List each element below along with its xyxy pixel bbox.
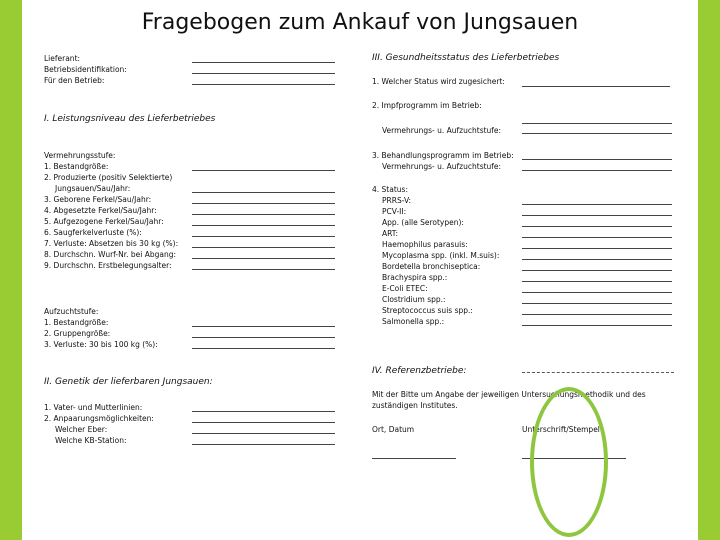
status-field-7[interactable] xyxy=(522,270,672,271)
left-accent-bar xyxy=(0,0,22,540)
vermehrung-field-3[interactable] xyxy=(192,203,335,204)
behandlung-field-1[interactable] xyxy=(522,159,672,160)
reference-field[interactable] xyxy=(522,372,674,373)
vermehrung-item-6: 6. Saugferkelverluste (%): xyxy=(44,228,142,237)
vermehrung-item-7: 7. Verluste: Absetzen bis 30 kg (%): xyxy=(44,239,179,248)
questionnaire-page xyxy=(22,0,698,540)
vermehrung-field-7[interactable] xyxy=(192,247,335,248)
farm-id-field[interactable] xyxy=(192,73,335,74)
date-label: Ort, Datum xyxy=(372,425,415,434)
genetik-field-3[interactable] xyxy=(192,433,335,434)
status-item-10: Clostridium spp.: xyxy=(382,295,446,304)
impf-question: 2. Impfprogramm im Betrieb: xyxy=(372,101,482,110)
impf-field-2[interactable] xyxy=(522,133,672,134)
vermehrung-field-6[interactable] xyxy=(192,236,335,237)
status-list-title: 4. Status: xyxy=(372,185,408,194)
page-title: Fragebogen zum Ankauf von Jungsauen xyxy=(141,10,579,35)
vermehrung-field-1[interactable] xyxy=(192,170,335,171)
status-item-6: Mycoplasma spp. (inkl. M.suis): xyxy=(382,251,500,260)
status-item-5: Haemophilus parasuis: xyxy=(382,240,468,249)
status-field-12[interactable] xyxy=(522,325,672,326)
aufzucht-item-3: 3. Verluste: 30 bis 100 kg (%): xyxy=(44,340,158,349)
aufzucht-item-2: 2. Gruppengröße: xyxy=(44,329,111,338)
vermehrung-item-5: 5. Aufgezogene Ferkel/Sau/Jahr: xyxy=(44,217,164,226)
status-question: 1. Welcher Status wird zugesichert: xyxy=(372,77,505,86)
status-field-8[interactable] xyxy=(522,281,672,282)
status-field-1[interactable] xyxy=(522,204,672,205)
impf-field-1[interactable] xyxy=(522,123,672,124)
impf-sub-label: Vermehrungs- u. Aufzuchtstufe: xyxy=(382,126,502,135)
date-field[interactable] xyxy=(372,458,456,459)
status-item-9: E-Coli ETEC: xyxy=(382,284,428,293)
status-field-6[interactable] xyxy=(522,259,672,260)
status-item-2: PCV-II: xyxy=(382,207,407,216)
aufzucht-field-2[interactable] xyxy=(192,337,335,338)
vermehrung-field-4[interactable] xyxy=(192,214,335,215)
vermehrung-field-5[interactable] xyxy=(192,225,335,226)
status-item-7: Bordetella bronchiseptica: xyxy=(382,262,481,271)
aufzucht-field-3[interactable] xyxy=(192,348,335,349)
aufzucht-item-1: 1. Bestandgröße: xyxy=(44,318,109,327)
status-item-4: ART: xyxy=(382,229,399,238)
aufzucht-field-1[interactable] xyxy=(192,326,335,327)
right-accent-bar xyxy=(698,0,720,540)
status-item-1: PRRS-V: xyxy=(382,196,412,205)
section-1-heading: I. Leistungsniveau des Lieferbetriebes xyxy=(44,114,216,124)
vermehrung-title: Vermehrungsstufe: xyxy=(44,151,116,160)
status-field-11[interactable] xyxy=(522,314,672,315)
vermehrung-item-2b: Jungsauen/Sau/Jahr: xyxy=(55,184,131,193)
behandlung-field-2[interactable] xyxy=(522,170,672,171)
status-item-11: Streptococcus suis spp.: xyxy=(382,306,473,315)
supplier-label: Lieferant: xyxy=(44,54,81,63)
vermehrung-item-1: 1. Bestandgröße: xyxy=(44,162,109,171)
vermehrung-item-9: 9. Durchschn. Erstbelegungsalter: xyxy=(44,261,172,270)
genetik-field-2[interactable] xyxy=(192,422,335,423)
section-3-heading: III. Gesundheitsstatus des Lieferbetriebes xyxy=(372,53,560,63)
behandlung-question: 3. Behandlungsprogramm im Betrieb: xyxy=(372,151,514,160)
genetik-item-4: Welche KB-Station: xyxy=(55,436,127,445)
section-2-heading: II. Genetik der lieferbaren Jungsauen: xyxy=(44,377,213,387)
genetik-item-2: 2. Anpaarungsmöglichkeiten: xyxy=(44,414,154,423)
status-field-4[interactable] xyxy=(522,237,672,238)
for-farm-label: Für den Betrieb: xyxy=(44,76,105,85)
farm-id-label: Betriebsidentifikation: xyxy=(44,65,127,74)
section-4-heading: IV. Referenzbetriebe: xyxy=(372,366,467,376)
vermehrung-item-4: 4. Abgesetzte Ferkel/Sau/Jahr: xyxy=(44,206,157,215)
status-field-3[interactable] xyxy=(522,226,672,227)
behandlung-sub-label: Vermehrungs- u. Aufzuchtstufe: xyxy=(382,162,502,171)
reference-note-line1: Mit der Bitte um Angabe der jeweiligen Untersuchungsmethodik und des xyxy=(372,390,646,399)
vermehrung-item-8: 8. Durchschn. Wurf-Nr. bei Abgang: xyxy=(44,250,176,259)
signature-label: Unterschrift/Stempel xyxy=(522,425,600,434)
status-field-9[interactable] xyxy=(522,292,672,293)
status-field[interactable] xyxy=(522,86,670,87)
status-field-5[interactable] xyxy=(522,248,672,249)
status-item-12: Salmonella spp.: xyxy=(382,317,445,326)
genetik-field-4[interactable] xyxy=(192,444,335,445)
status-item-8: Brachyspira spp.: xyxy=(382,273,448,282)
genetik-field-1[interactable] xyxy=(192,411,335,412)
genetik-item-3: Welcher Eber: xyxy=(55,425,108,434)
status-item-3: App. (alle Serotypen): xyxy=(382,218,464,227)
reference-note-line2: zuständigen Institutes. xyxy=(372,401,458,410)
supplier-field[interactable] xyxy=(192,62,335,63)
vermehrung-field-8[interactable] xyxy=(192,258,335,259)
genetik-item-1: 1. Vater- und Mutterlinien: xyxy=(44,403,143,412)
highlight-circle xyxy=(530,387,608,537)
for-farm-field[interactable] xyxy=(192,84,335,85)
vermehrung-field-9[interactable] xyxy=(192,269,335,270)
vermehrung-field-2[interactable] xyxy=(192,192,335,193)
vermehrung-item-2: 2. Produzierte (positiv Selektierte) xyxy=(44,173,173,182)
status-field-10[interactable] xyxy=(522,303,672,304)
status-field-2[interactable] xyxy=(522,215,672,216)
aufzucht-title: Aufzuchtstufe: xyxy=(44,307,99,316)
vermehrung-item-3: 3. Geborene Ferkel/Sau/Jahr: xyxy=(44,195,152,204)
